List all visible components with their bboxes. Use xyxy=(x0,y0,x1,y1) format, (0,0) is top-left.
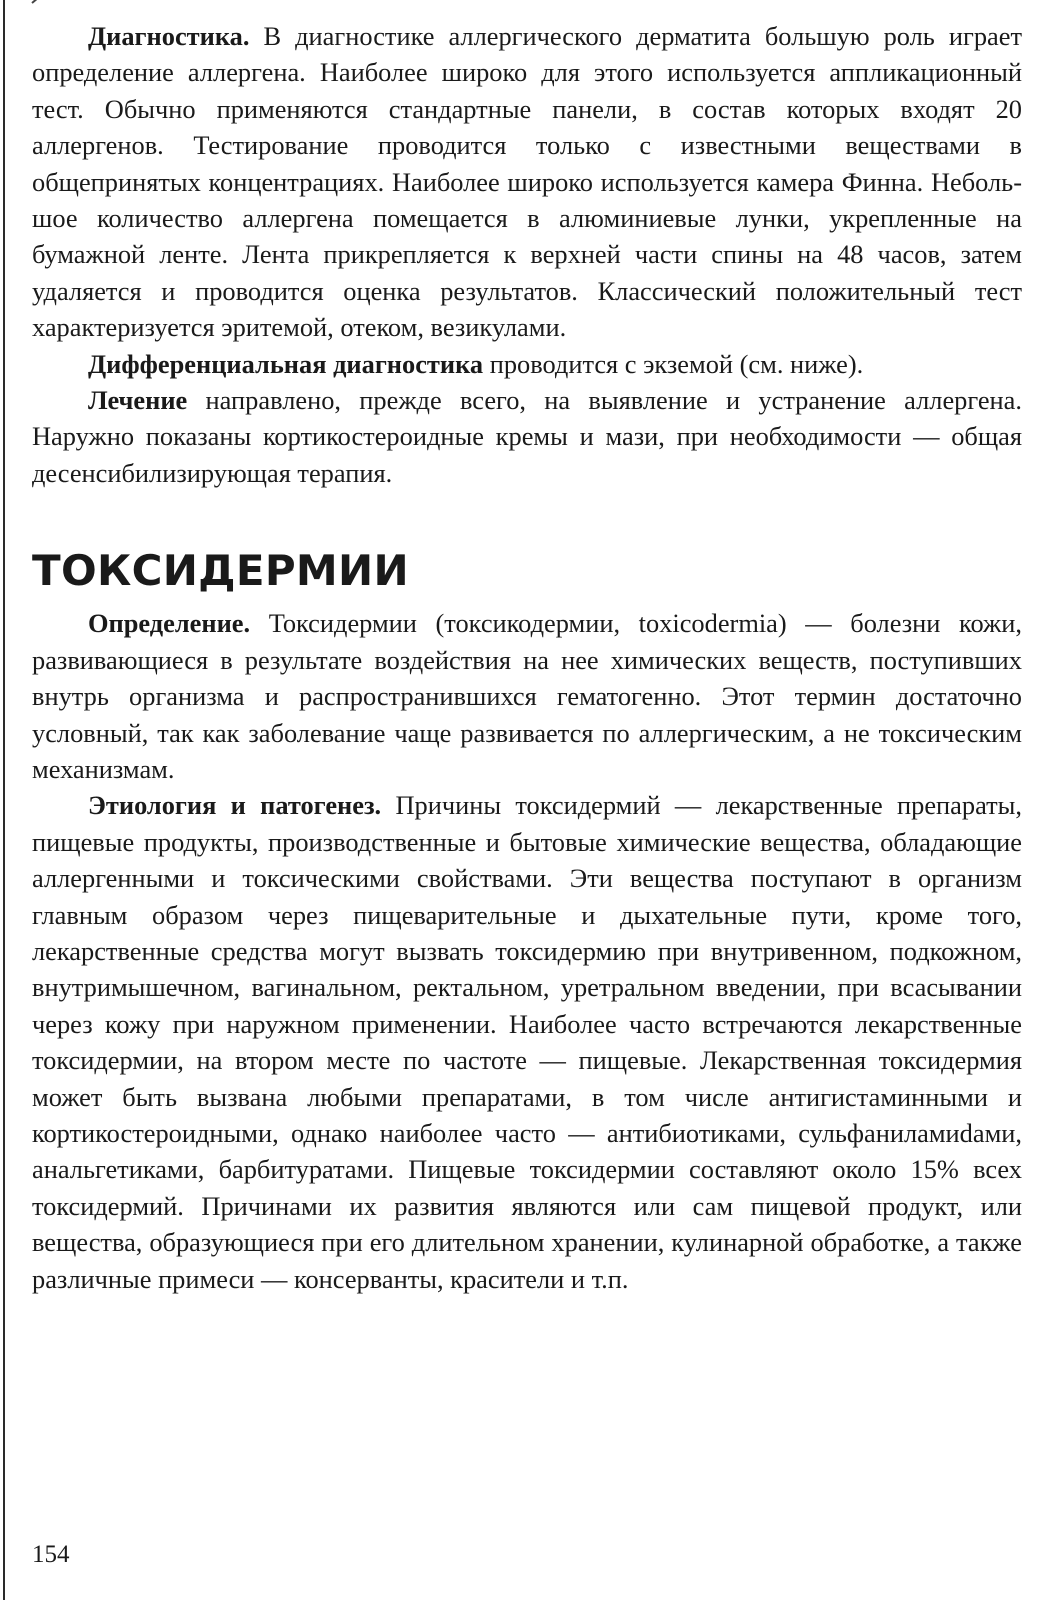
paragraph-text: Причины токсидермий — лекарственные препараты, пищевые продукты, производственные и бытовые химические вещества, обладающие аллергенными и токсическими свойствами. Эти вещества поступают в организм главным образом через пищеварительные и дыхательные пути, кроме того, лекарственные средства могут вызвать токсидермию при внутривенном, подкожном, внутримышечном, вагинальном, ректальном, уретральном введении, при всасывании через кожу при наружном применении. Наиболее часто встречаются лекарственные токсидермии, на втором месте по частоте — пищевые. Лекарственная токсидермия может быть вызвана любыми препаратами, в том числе антигистаминными и кортикостероидными, однако наиболее часто — антибиотиками, сульфаниламиdами, анальгетиками, барбитуратами. Пищевые токсидермии составляют около 15% всех токсидермий. Причинами их развития являются или сам пищевой продукт, или вещества, образующиеся при его длительном хранении, кулинарной обработке, а также различные примеси — консерванты, красители и т.п. xyxy=(32,790,1022,1294)
paragraph-lead: Лечение xyxy=(88,385,188,416)
paragraph-treatment xyxy=(32,382,1022,491)
paragraph-lead: Диагностика. xyxy=(88,21,250,51)
paragraph-text: направлено, прежде всего, на выявление и устранение аллергена. Наружно показаны кортикостероидные кремы и мази, при необходимости — общая десенсибилизирующая терапия. xyxy=(32,385,1022,488)
page-edge-rule xyxy=(3,0,5,1600)
paragraph-definition xyxy=(32,605,1022,787)
paragraph-differential-diagnosis xyxy=(32,346,1022,382)
paragraph-diagnostics xyxy=(32,18,1022,346)
paragraph-text: Токсидермии (токсикодермии, toxicodermia) — болезни кожи, развивающиеся в результате воздействия на нее химических веществ, поступивших внутрь организма и распространившихся гематогенно. Этот термин достаточно условный, так как заболевание чаще развивается по аллергическим, а не токсическим механизмам. xyxy=(32,608,1022,784)
page-number: 154 xyxy=(32,1541,70,1568)
paragraph-lead: Дифференциальная диагностика xyxy=(88,348,484,379)
page-content xyxy=(32,18,1022,1297)
paragraph-lead: Определение. xyxy=(88,608,251,639)
section-title: ТОКСИДЕРМИИ xyxy=(32,546,409,596)
paragraph-lead: Этиология и патогенез. xyxy=(88,790,382,821)
paragraph-etiology xyxy=(32,787,1022,1297)
corner-pen-mark xyxy=(31,0,55,4)
paragraph-text: проводится с экземой (см. ниже). xyxy=(483,348,864,379)
paragraph-text: В диагностике аллергического дерматита большую роль играет определение аллергена. Наиболее широко для этого используется аппликационный тест. Обычно применяются стандартные панели, в состав которых входят 20 аллергенов. Тестирование проводится только с известными веществами в общепринятых концентрациях. Наиболее широко используется камера Финна. Небольшое количество аллергена помещается в алюминиевые лунки, укрепленные на бумажной ленте. Лента прикрепляется к верхней части спины на 48 часов, затем удаляется и проводится оценка результатов. Классический положительный тест характеризуется эритемой, отеком, везикулами. xyxy=(32,21,1022,343)
